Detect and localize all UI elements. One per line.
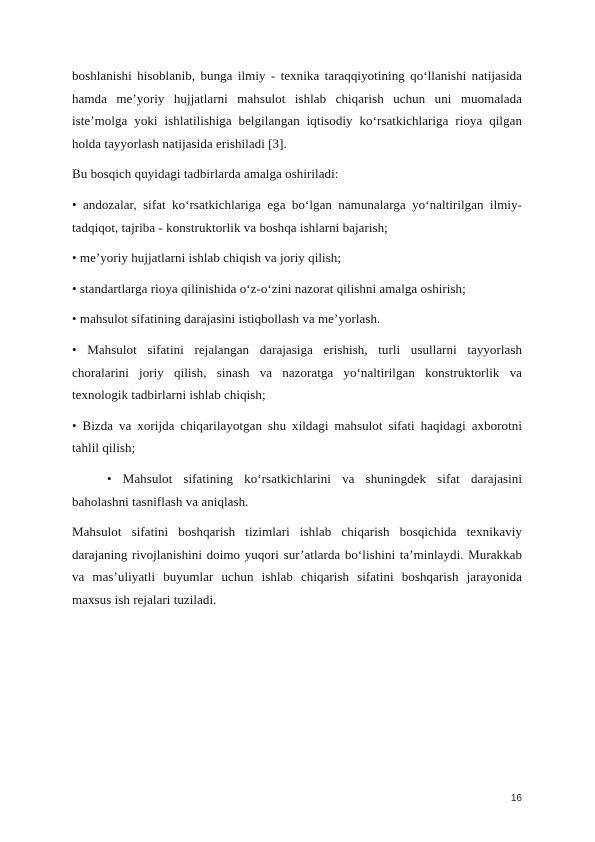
bullet-item-quality-forecast: • mahsulot sifatining darajasini istiqbollash va me’yorlash. (72, 311, 381, 327)
paragraph-stage-heading: Bu bosqich quyidagi tadbirlarda amalga oshiriladi: (72, 166, 339, 182)
bullet-item-information-analysis: • Bizda va xorijda chiqarilayotgan shu xildagi mahsulot sifati haqidagi axborotni tahlil qilish; (72, 417, 522, 456)
paragraph-management-systems: Mahsulot sifatini boshqarish tizimlari ishlab chiqarish bosqichida texnikaviy darajaning rivojlanishini doimo yuqori sur’atlarda bo‘lishini ta’minlaydi. Murakkab va mas’uliyatli buyumlar uchun ishlab chiqarish sifatini boshqarish jarayonida maxsus ish rejalari tuziladi. (72, 524, 522, 607)
bullet-item-research: • andozalar, sifat ko‘rsatkichlariga ega bo‘lgan namunalarga yo‘naltirilgan ilmiy-tadqiqot, tajriba - konstruktorlik va boshqa ishlarni bajarish; (72, 196, 522, 235)
bullet-item-normative-docs: • me’yoriy hujjatlarni ishlab chiqish va joriy qilish; (72, 250, 342, 266)
bullet-item-planned-level: • Mahsulot sifatini rejalangan darajasiga erishish, turli usullarni tayyorlash choralarini joriy qilish, sinash va nazoratga yo‘naltirilgan konstruktorlik va texnologik tadbirlarni ishlab chiqish; (72, 341, 522, 403)
document-page (72, 65, 522, 619)
paragraph-intro-continuation: boshlanishi hisoblanib, bunga ilmiy - texnika taraqqiyotining qo‘llanishi natijasida hamda me’yoriy hujjatlarni mahsulot ishlab chiqarish uchun uni muomalada iste’molga yoki ishlatilishiga belgilangan iqtisodiy ko‘rsatkichlariga rioya qilgan holda tayyorlash natijasida erishiladi [3]. (72, 68, 522, 151)
bullet-item-indicators-classification: • Mahsulot sifatining ko‘rsatkichlarini va shuningdek sifat darajasini baholashni tasniflash va aniqlash. (72, 470, 522, 509)
page-number: 16 (510, 793, 522, 804)
bullet-item-self-control: • standartlarga rioya qilinishida o‘z-o‘zini nazorat qilishni amalga oshirish; (72, 280, 466, 296)
